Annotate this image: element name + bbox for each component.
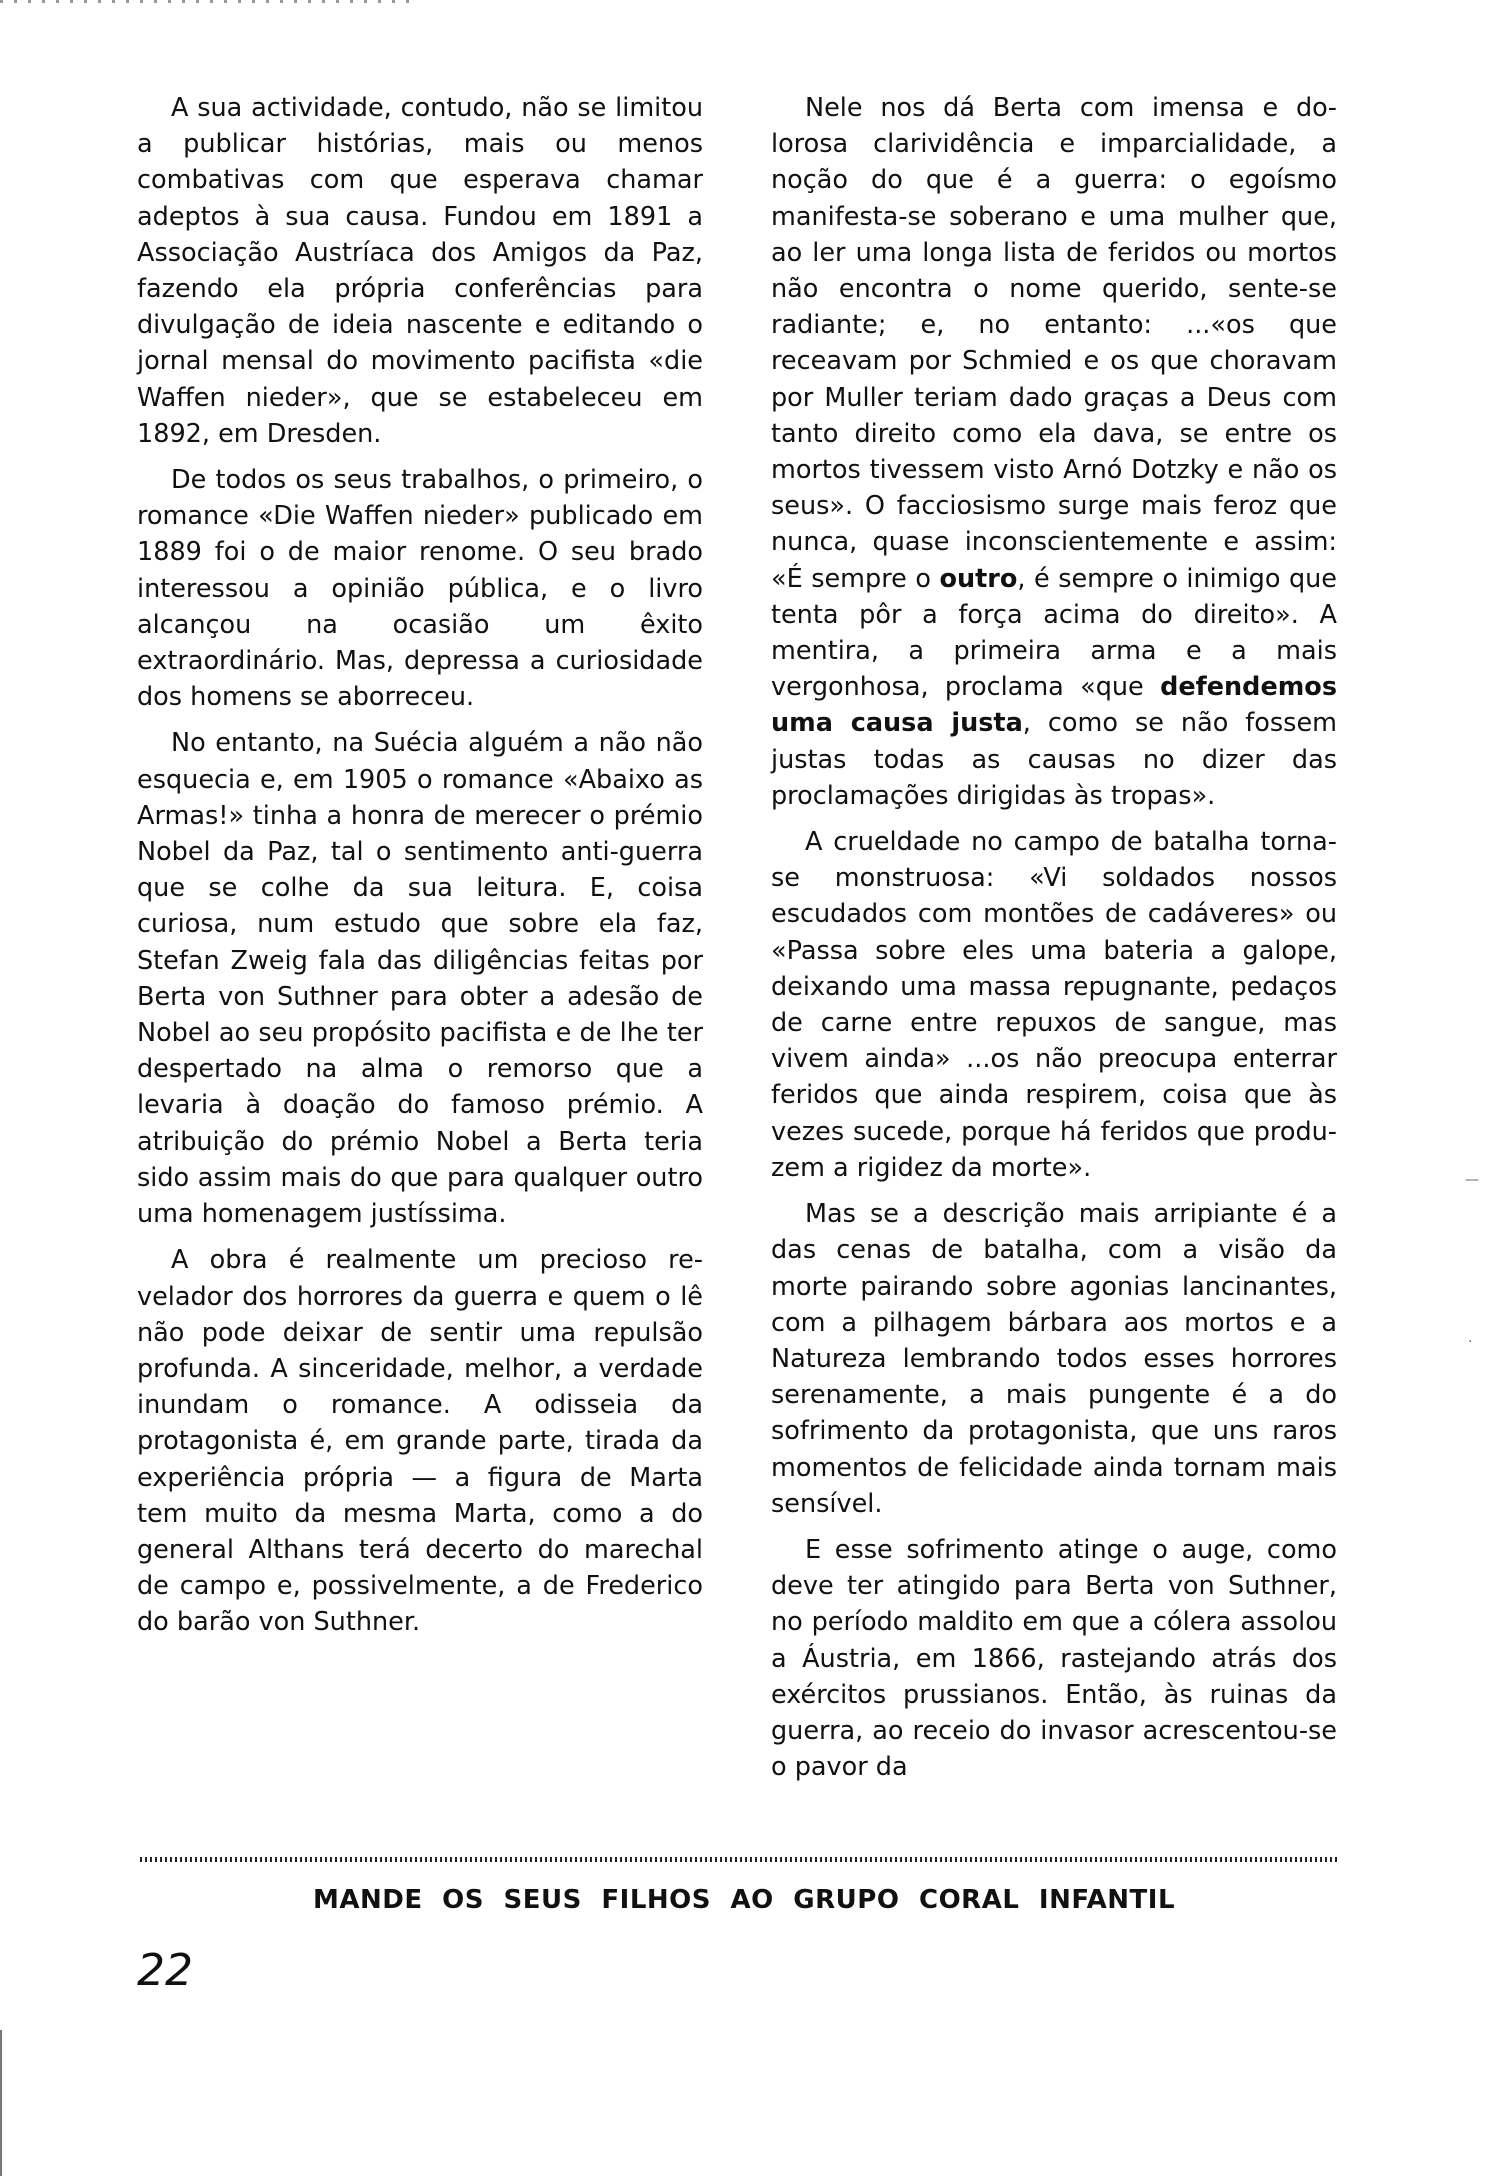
text-run: , como se não fossem justas todas as causas no dizer das proclamações dirigidas às tropas». xyxy=(771,708,1337,811)
scan-mark: . xyxy=(1468,1330,1473,1346)
bold-text: defendemos uma causa justa xyxy=(771,672,1337,739)
paragraph xyxy=(771,1532,1337,1785)
page-number: 22 xyxy=(137,1945,193,1996)
banner-text: MANDE OS SEUS FILHOS AO GRUPO CORAL INFANTIL xyxy=(312,1885,1176,1915)
paragraph xyxy=(771,90,1337,814)
text-run: A crueldade no campo de batalha torna-se monstruosa: «Vi soldados nossos escudados com montões de cadáveres» ou «Passa sobre eles uma bateria a galope, deixando uma massa repugnante, pedaços de carne entre repuxos de sangue, mas vivem ainda» ...os não preocupa enterrar feridos que ainda respirem, coisa que às vezes sucede, porque há feridos que produzem a rigidez da morte». xyxy=(771,827,1337,1183)
paragraph xyxy=(771,1196,1337,1522)
text-run: De todos os seus trabalhos, o primeiro, o romance «Die Waffen nieder» publicado em 1889 foi o de maior renome. O seu brado interessou a opinião pública, e o livro alcançou na ocasião um êxito extraordinário. Mas, depressa a curiosidade dos homens se aborreceu. xyxy=(137,465,703,713)
right-column xyxy=(771,90,1337,1795)
scan-mark: — xyxy=(1465,1172,1479,1188)
paragraph xyxy=(137,462,703,715)
paragraph xyxy=(137,90,703,452)
dotted-divider xyxy=(140,1857,1340,1862)
text-run: No entanto, na Suécia alguém a não não esquecia e, em 1905 o romance «Abaixo as Armas!» tinha a honra de merecer o prémio Nobel da Paz, tal o sentimento anti-guerra que se colhe da sua leitura. E, coisa curiosa, num estudo que sobre ela faz, Stefan Zweig fala das diligências feitas por Berta von Suthner para obter a adesão de Nobel ao seu propósito pacifista e de lhe ter despertado na alma o remorso que a levaria à doação do famoso prémio. A atribuição do prémio Nobel a Berta teria sido assim mais do que para qualquer outro uma homenagem justíssima. xyxy=(137,728,703,1230)
text-run: Nele nos dá Berta com imensa e dolorosa clarividência e imparcialidade, a noção do que é a guerra: o egoísmo manifesta-se soberano e uma mulher que, ao ler uma longa lista de feridos ou mortos não encontra o nome querido, sente-se radiante; e, no entanto: ...«os que receavam por Schmied e os que choravam por Muller teriam dado graças a Deus com tanto direito como ela dava, se entre os mortos tivessem visto Arnó Dotzky e não os seus». O facciosismo surge mais feroz que nunca, quase inconscientemente e assim: «É sempre o xyxy=(771,93,1337,594)
scan-edge-left xyxy=(0,2030,2,2176)
text-run: A sua actividade, contudo, não se limitou a publicar histórias, mais ou menos combativas com que esperava chamar adeptos à sua causa. Fundou em 1891 a Associação Austríaca dos Amigos da Paz, fazendo ela própria conferências para divulgação de ideia nascente e editando o jornal mensal do movimento pacifista «die Waffen nieder», que se estabeleceu em 1892, em Dresden. xyxy=(137,93,703,449)
left-column xyxy=(137,90,703,1651)
paragraph xyxy=(137,1242,703,1640)
paragraph xyxy=(771,824,1337,1186)
paragraph xyxy=(137,725,703,1232)
scan-edge-top xyxy=(0,0,420,3)
text-run: E esse sofrimento atinge o auge, como deve ter atingido para Berta von Suthner, no período maldito em que a cólera assolou a Áustria, em 1866, rastejando atrás dos exércitos prussianos. Então, às ruinas da guerra, ao receio do invasor acrescentou-se o pavor da xyxy=(771,1534,1337,1783)
text-run: Mas se a descrição mais arripiante é a das cenas de batalha, com a visão da morte pairando sobre agonias lancinantes, com a pilhagem bárbara aos mortos e a Natureza lembrando todos esses horrores serenamente, a mais pungente é a do sofrimento da protagonista, que uns raros momentos de felicidade ainda tornam mais sensível. xyxy=(771,1199,1337,1519)
bold-text: outro xyxy=(939,563,1018,594)
text-run: A obra é realmente um precioso revelador dos horrores da guerra e quem o lê não pode deixar de sentir uma repulsão profunda. A sinceridade, melhor, a verdade inundam o romance. A odisseia da protagonista é, em grande parte, tirada da experiência própria — a figura de Marta tem muito da mesma Marta, como a do general Althans terá decerto do marechal de campo e, possivelmente, a de Frederico do barão von Suthner. xyxy=(137,1245,703,1638)
text-run: , é sempre o inimigo que tenta pôr a força acima do direito». A mentira, a primeira arma e a mais vergonhosa, proclama «que xyxy=(771,563,1337,703)
